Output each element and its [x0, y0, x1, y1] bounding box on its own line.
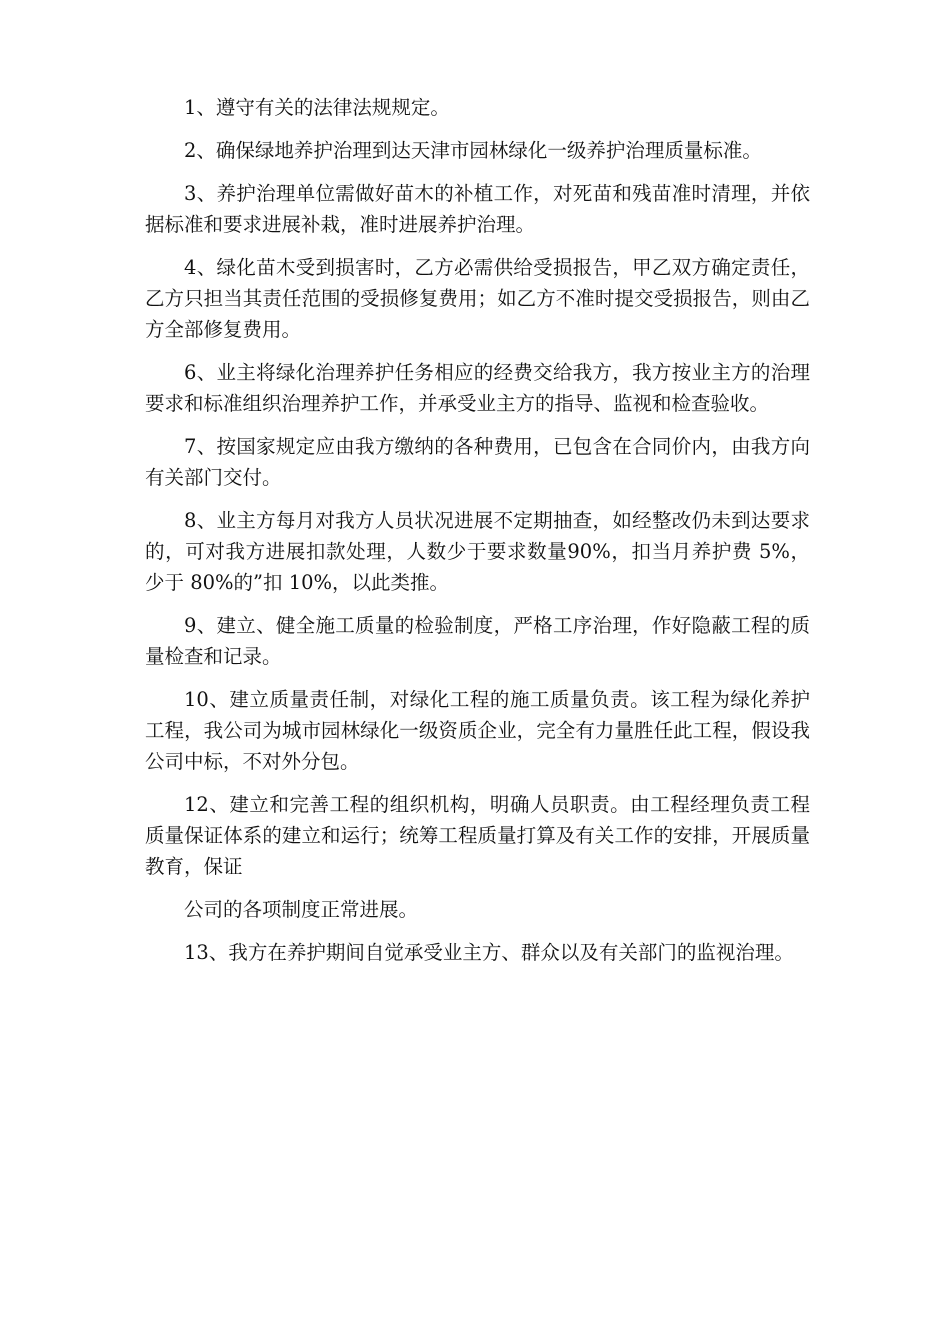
paragraph-9: 9、建立、健全施工质量的检验制度，严格工序治理，作好隐蔽工程的质量检查和记录。 — [145, 614, 810, 668]
paragraph-4: 4、绿化苗木受到损害时，乙方必需供给受损报告，甲乙双方确定责任，乙方只担当其责任范围的受损修复费用；如乙方不准时提交受损报告，则由乙方全部修复费用。 — [145, 256, 810, 341]
paragraph-1: 1、遵守有关的法律法规规定。 — [184, 96, 450, 119]
paragraph-12-continued: 公司的各项制度正常进展。 — [184, 898, 419, 921]
paragraph-8: 8、业主方每月对我方人员状况进展不定期抽查，如经整改仍未到达要求的，可对我方进展扣款处理，人数少于要求数量90%，扣当月养护费 5%，少于 80%的”扣 10%，以此类推。 — [145, 509, 810, 594]
paragraph-3: 3、养护治理单位需做好苗木的补植工作，对死苗和残苗准时清理，并依据标准和要求进展补栽，准时进展养护治理。 — [145, 182, 810, 236]
paragraph-12: 12、建立和完善工程的组织机构，明确人员职责。由工程经理负责工程质量保证体系的建立和运行；统筹工程质量打算及有关工作的安排，开展质量教育，保证 — [145, 793, 810, 878]
paragraph-7: 7、按国家规定应由我方缴纳的各种费用，已包含在合同价内，由我方向有关部门交付。 — [145, 435, 810, 489]
paragraph-2: 2、确保绿地养护治理到达天津市园林绿化一级养护治理质量标准。 — [184, 139, 762, 162]
paragraph-10: 10、建立质量责任制，对绿化工程的施工质量负责。该工程为绿化养护工程，我公司为城市园林绿化一级资质企业，完全有力量胜任此工程，假设我公司中标，不对外分包。 — [145, 688, 810, 773]
paragraph-6: 6、业主将绿化治理养护任务相应的经费交给我方，我方按业主方的治理要求和标准组织治理养护工作，并承受业主方的指导、监视和检查验收。 — [145, 361, 810, 415]
document-body — [145, 92, 810, 980]
paragraph-13: 13、我方在养护期间自觉承受业主方、群众以及有关部门的监视治理。 — [184, 941, 794, 964]
